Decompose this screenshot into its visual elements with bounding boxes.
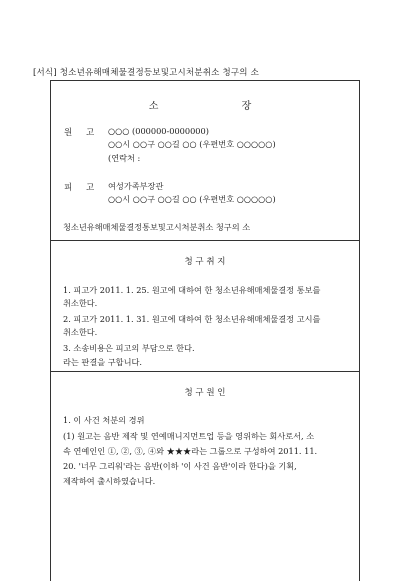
claim-line: 2. 피고가 2011. 1. 31. 원고에 대하여 한 청소년유해매체물결정 고시를 — [63, 314, 321, 324]
defendant-label-1: 피 — [64, 183, 73, 193]
divider — [50, 371, 360, 372]
defendant-label-2: 고 — [86, 183, 95, 193]
claim-line: 라는 판결을 구합니다. — [63, 357, 142, 367]
claim-line: 취소한다. — [63, 327, 98, 337]
claim-line: 1. 피고가 2011. 1. 25. 원고에 대하여 한 청소년유해매체물결정 통보를 — [63, 285, 321, 295]
plaintiff-label-1: 원 — [64, 128, 73, 138]
claim-line: 취소한다. — [63, 298, 98, 308]
cause-line: 20. '너무 그리워'라는 음반(이하 '이 사건 음반'이라 한다)을 기획, — [63, 461, 297, 471]
document-header: [서식] 청소년유해매체물결정등보및고시처분취소 청구의 소 — [33, 68, 260, 78]
claim-heading: 청 구 취 지 — [184, 257, 226, 267]
defendant-address: ○○시 ○○구 ○○길 ○○ (우편번호 ○○○○○) — [108, 194, 276, 204]
divider — [50, 240, 360, 241]
cause-line: (1) 원고는 음반 제작 및 연예매니지먼트업 등을 영위하는 회사로서, 소 — [63, 431, 315, 441]
claim-line: 3. 소송비용은 피고의 부담으로 한다. — [63, 343, 195, 353]
plaintiff-contact: (연락처 : — [108, 153, 141, 163]
document-title: 소 장 — [148, 101, 292, 112]
case-name: 청소년유해매체물결정통보및고시처분취소 청구의 소 — [63, 222, 251, 232]
cause-heading: 청 구 원 인 — [184, 388, 226, 398]
defendant-name: 여성가족부장관 — [108, 181, 164, 191]
cause-line: 제작하여 출시하였습니다. — [63, 476, 156, 486]
plaintiff-name: ○○○ (000000-0000000) — [108, 126, 209, 136]
plaintiff-address: ○○시 ○○구 ○○길 ○○ (우편번호 ○○○○○) — [108, 139, 276, 149]
plaintiff-label-2: 고 — [86, 128, 95, 138]
cause-line: 속 연예인인 ①, ②, ③, ④와 ★★★라는 그룹으로 구성하여 2011. 11. — [63, 446, 318, 456]
cause-line: 1. 이 사건 처분의 경위 — [63, 415, 145, 425]
